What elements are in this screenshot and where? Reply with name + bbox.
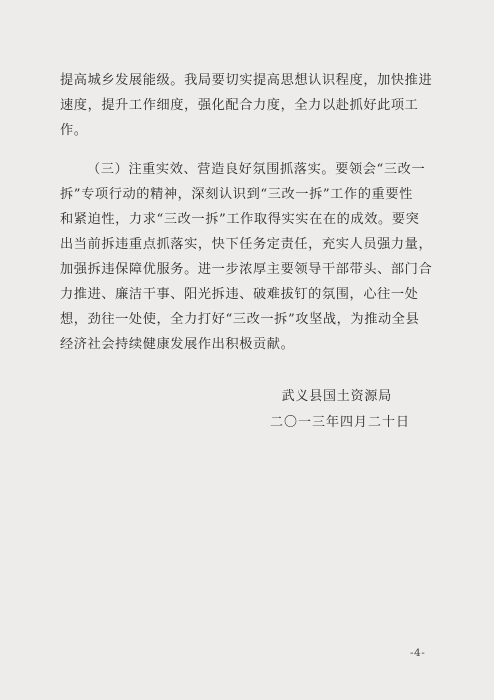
body-text (60, 68, 440, 357)
text-line: 经济社会持续健康发展作出积极贡献。 (60, 337, 295, 352)
text-line: 出当前拆违重点抓落实，快下任务定责任，充实人员强力量， (60, 237, 433, 252)
signature-block (150, 384, 410, 436)
text-line: 加强拆违保障优服务。进一步浓厚主要领导干部带头、部门合 (60, 262, 433, 277)
issue-date: 二〇一三年四月二十日 (269, 415, 410, 430)
text-line: 拆”专项行动的精神，深刻认识到“三改一拆”工作的重要性 (60, 187, 413, 202)
text-line: 作。 (60, 123, 88, 138)
text-line: （三）注重实效、营造良好氛围抓落实。要领会“三改一 (87, 162, 426, 177)
paragraph-continuation (60, 68, 440, 143)
text-line: 提高城乡发展能级。我局要切实提高思想认识程度，加快推进 (60, 73, 433, 88)
text-line: 力推进、廉洁干事、阳光拆违、破难拔钉的氛围，心往一处 (60, 287, 419, 302)
text-line: 想，劲往一处使，全力打好“三改一拆”攻坚战，为推动全县 (60, 312, 420, 327)
text-line: 速度，提升工作细度，强化配合力度，全力以赴抓好此项工 (60, 98, 419, 113)
page-number: -4- (410, 647, 426, 659)
text-line: 和紧迫性，力求“三改一拆”工作取得实实在在的成效。要突 (60, 212, 420, 227)
issuing-organization: 武义县国土资源局 (281, 389, 392, 404)
paragraph-section-three (60, 157, 440, 357)
